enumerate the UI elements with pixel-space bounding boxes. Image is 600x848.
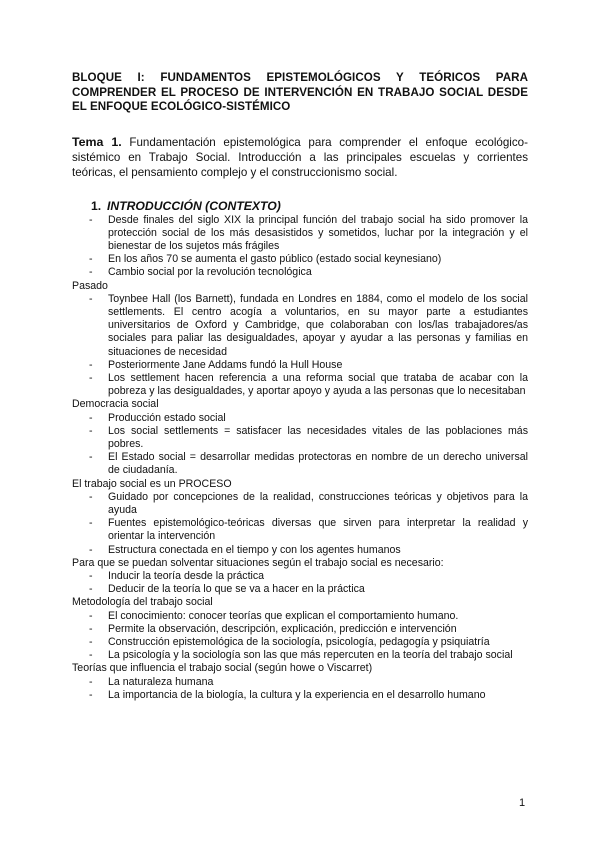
list-item: - Inducir la teoría desde la práctica bbox=[72, 570, 528, 583]
metodologia-section bbox=[72, 596, 528, 662]
list-item: - Cambio social por la revolución tecnológica bbox=[72, 266, 528, 279]
section-label: El trabajo social es un PROCESO bbox=[72, 477, 232, 490]
section-label: Teorías que influencia el trabajo social (según howe o Viscarret) bbox=[72, 662, 373, 675]
page-number: 1 bbox=[519, 797, 526, 809]
tema-label: Tema 1. bbox=[72, 134, 122, 149]
list-item: - Deducir de la teoría lo que se va a hacer en la práctica bbox=[72, 583, 528, 596]
tema-text: Fundamentación epistemológica para comprender el enfoque ecológico-sistémico en Trabajo Social. Introducción a las principales escuelas y corrientes teóricas, el pensamiento complejo y el construccionismo social. bbox=[72, 135, 528, 179]
section-label: Pasado bbox=[72, 279, 108, 292]
list-item: - Toynbee Hall (los Barnett), fundada en Londres en 1884, como el modelo de los social settlements. El centro acogía a voluntarios, en su mayor parte a estudiantes universitarios de Oxford y Cambridge, que colaboraban con los/las trabajadores/as sociales para paliar las desigualdades, apoyar y ayudar a las personas y familias en situaciones de necesidad bbox=[72, 293, 528, 359]
list-item: - Construcción epistemológica de la sociología, psicología, pedagogía y psiquiatría bbox=[72, 636, 528, 649]
list-item: - Guidado por concepciones de la realidad, construcciones teóricas y objetivos para la ayuda bbox=[72, 491, 528, 517]
list-item: - Permite la observación, descripción, explicación, predicción e intervención bbox=[72, 623, 528, 636]
solventar-section bbox=[72, 557, 528, 597]
list-item: - Desde finales del siglo XIX la principal función del trabajo social ha sido promover la protección social de los más desasistidos y sometidos, luchar por la integración y el bienestar de los sujetos más frágiles bbox=[72, 214, 528, 254]
list-item: - Posteriormente Jane Addams fundó la Hull House bbox=[72, 359, 528, 372]
intro-list bbox=[72, 214, 528, 280]
teorias-list bbox=[72, 676, 528, 702]
list-item: - El conocimiento: conocer teorías que explican el comportamiento humano. bbox=[72, 610, 528, 623]
list-item: - En los años 70 se aumenta el gasto público (estado social keynesiano) bbox=[72, 253, 528, 266]
pasado-section bbox=[72, 280, 528, 399]
list-item: - El Estado social = desarrollar medidas protectoras en nombre de un derecho universal de ciudadanía. bbox=[72, 451, 528, 477]
section-label: Metodología del trabajo social bbox=[72, 596, 213, 609]
democracia-section bbox=[72, 398, 528, 477]
list-item: - La psicología y la sociología son las que más repercuten en la teoría del trabajo social bbox=[72, 649, 528, 662]
list-item: - Los social settlements = satisfacer las necesidades vitales de las poblaciones más pobres. bbox=[72, 425, 528, 451]
section-number: 1. bbox=[91, 198, 102, 213]
section-title: INTRODUCCIÓN (CONTEXTO) bbox=[107, 198, 281, 213]
pasado-list bbox=[72, 293, 528, 399]
list-item: - Fuentes epistemológico-teóricas diversas que sirven para interpretar la realidad y orientar la intervención bbox=[72, 517, 528, 543]
proceso-section bbox=[72, 478, 528, 557]
democracia-list bbox=[72, 412, 528, 478]
section-label: Democracia social bbox=[72, 398, 159, 411]
solventar-list bbox=[72, 570, 528, 596]
proceso-list bbox=[72, 491, 528, 557]
document-page bbox=[72, 71, 528, 702]
list-item: - La importancia de la biología, la cultura y la experiencia en el desarrollo humano bbox=[72, 689, 528, 702]
section-label: Para que se puedan solventar situaciones según el trabajo social es necesario: bbox=[72, 556, 444, 569]
tema-paragraph bbox=[72, 135, 528, 180]
list-item: - Producción estado social bbox=[72, 412, 528, 425]
section-heading bbox=[91, 199, 528, 214]
teorias-section bbox=[72, 662, 528, 702]
intro-section bbox=[72, 214, 528, 280]
list-item: - Los settlement hacen referencia a una reforma social que trataba de acabar con la pobreza y las desigualdades, y aportar apoyo y ayuda a las personas que lo necesitaban bbox=[72, 372, 528, 398]
bloque-title: BLOQUE I: FUNDAMENTOS EPISTEMOLÓGICOS Y TEÓRICOS PARA COMPRENDER EL PROCESO DE INTERVENCIÓN EN TRABAJO SOCIAL DESDE EL ENFOQUE ECOLÓGICO-SISTÉMICO bbox=[72, 71, 528, 113]
list-item: - Estructura conectada en el tiempo y con los agentes humanos bbox=[72, 544, 528, 557]
list-item: - La naturaleza humana bbox=[72, 676, 528, 689]
metodologia-list bbox=[72, 610, 528, 663]
